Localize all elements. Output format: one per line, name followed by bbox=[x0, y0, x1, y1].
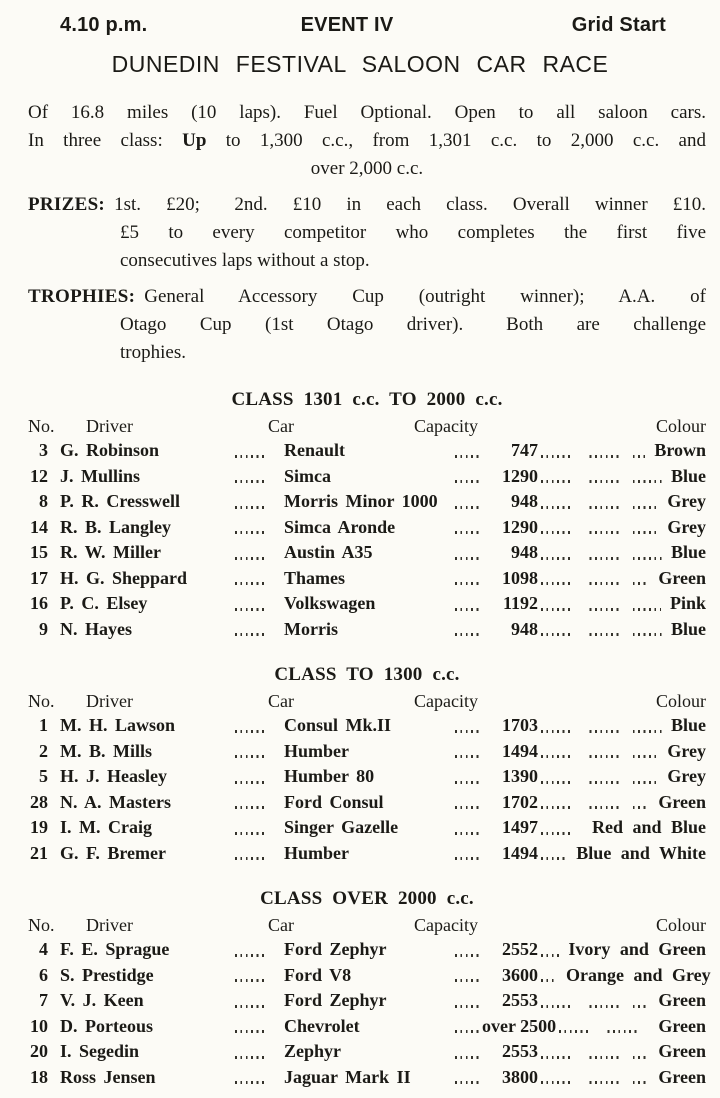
entry-driver: H. G. Sheppard bbox=[60, 567, 188, 588]
leader-dots bbox=[235, 1081, 281, 1084]
leader-dots bbox=[235, 806, 281, 809]
entry-no: 15 bbox=[30, 542, 48, 562]
col-header-capacity: Capacity bbox=[414, 915, 478, 935]
table-row bbox=[28, 515, 706, 541]
table-row bbox=[28, 617, 706, 643]
table-row bbox=[28, 764, 706, 790]
entry-colour: Blue bbox=[670, 618, 706, 639]
entry-car: Humber bbox=[284, 740, 349, 761]
entry-colour: Blue and White bbox=[576, 842, 706, 863]
entry-no: 21 bbox=[30, 842, 48, 863]
entry-driver: I. M. Craig bbox=[60, 817, 152, 837]
entry-colour: Ivory and Green bbox=[568, 939, 706, 959]
prizes-block bbox=[28, 191, 706, 275]
leader-dots bbox=[455, 857, 479, 860]
leader-dots bbox=[541, 730, 662, 733]
table-header bbox=[28, 689, 706, 713]
leader-dots bbox=[235, 608, 281, 611]
leader-dots bbox=[455, 608, 479, 611]
entry-driver: I. Segedin bbox=[60, 1041, 140, 1061]
entry-car: Simca bbox=[284, 465, 331, 486]
class-heading: CLASS 1301 c.c. TO 2000 c.c. bbox=[231, 389, 503, 410]
intro-line-2-post: to 1,300 c.c., from 1,301 c.c. to 2,000 c.c. and bbox=[206, 130, 706, 151]
class-heading: CLASS OVER 2000 c.c. bbox=[260, 888, 474, 909]
event-time: 4.10 p.m. bbox=[60, 14, 148, 36]
col-header-capacity: Capacity bbox=[414, 416, 478, 436]
table-row bbox=[28, 489, 706, 515]
table-row bbox=[28, 841, 706, 867]
leader-dots bbox=[455, 557, 479, 560]
leader-dots bbox=[541, 582, 649, 585]
page-title: DUNEDIN FESTIVAL SALOON CAR RACE bbox=[111, 51, 609, 77]
leader-dots bbox=[455, 506, 479, 509]
leader-dots bbox=[235, 633, 281, 636]
leader-dots bbox=[541, 633, 662, 636]
leader-dots bbox=[455, 979, 479, 982]
class-heading: CLASS TO 1300 c.c. bbox=[274, 664, 460, 685]
table-row bbox=[28, 815, 706, 841]
table-row bbox=[28, 464, 706, 490]
entry-no: 6 bbox=[39, 964, 48, 985]
entry-no: 2 bbox=[39, 740, 48, 761]
table-row bbox=[28, 937, 706, 963]
leader-dots bbox=[541, 455, 645, 458]
leader-dots bbox=[455, 633, 479, 636]
entry-no: 3 bbox=[39, 440, 48, 460]
entry-car: Chevrolet bbox=[284, 1015, 360, 1036]
entry-list bbox=[28, 937, 711, 1090]
entry-no: 20 bbox=[30, 1041, 48, 1061]
event-header bbox=[28, 14, 706, 37]
col-header-no: No. bbox=[28, 915, 55, 935]
col-header-car: Car bbox=[268, 416, 294, 436]
leader-dots bbox=[455, 480, 479, 483]
leader-dots bbox=[235, 480, 281, 483]
entry-driver: N. A. Masters bbox=[60, 791, 171, 812]
entry-colour: Green bbox=[658, 990, 706, 1010]
start-type: Grid Start bbox=[571, 14, 666, 36]
entry-colour: Red and Blue bbox=[591, 817, 706, 837]
entry-cap: 747 bbox=[511, 440, 538, 460]
leader-dots bbox=[235, 531, 281, 534]
trophies-block bbox=[28, 283, 706, 367]
table-header bbox=[28, 913, 706, 937]
leader-dots bbox=[235, 1030, 281, 1033]
leader-dots bbox=[541, 806, 649, 809]
entry-cap: 2553 bbox=[502, 990, 538, 1010]
entry-car: Morris bbox=[284, 618, 338, 639]
entry-colour: Grey bbox=[667, 766, 706, 786]
entry-no: 28 bbox=[30, 791, 48, 812]
entry-car: Jaguar Mark II bbox=[284, 1066, 411, 1087]
entry-colour: Green bbox=[658, 1041, 706, 1061]
intro-line-3: over 2,000 c.c. bbox=[310, 158, 424, 179]
leader-dots bbox=[235, 730, 281, 733]
col-header-driver: Driver bbox=[86, 416, 133, 436]
leader-dots bbox=[541, 755, 658, 758]
table-row bbox=[28, 438, 706, 464]
entry-driver: G. F. Bremer bbox=[60, 842, 166, 863]
leader-dots bbox=[455, 730, 479, 733]
entry-car: Ford Zephyr bbox=[284, 990, 387, 1010]
entry-driver: P. C. Elsey bbox=[60, 593, 148, 613]
entry-driver: J. Mullins bbox=[60, 465, 141, 486]
entry-no: 5 bbox=[39, 766, 48, 786]
entry-cap: over 2500 bbox=[482, 1015, 557, 1036]
leader-dots bbox=[455, 832, 479, 835]
table-row bbox=[28, 963, 711, 989]
entry-colour: Brown bbox=[654, 440, 706, 460]
leader-dots bbox=[541, 480, 662, 483]
entry-driver: S. Prestidge bbox=[60, 964, 154, 985]
spacer bbox=[526, 414, 656, 438]
entry-driver: N. Hayes bbox=[60, 618, 132, 639]
prizes-label: PRIZES: bbox=[28, 194, 106, 215]
entry-car: Ford Consul bbox=[284, 791, 384, 812]
entry-list bbox=[28, 438, 706, 642]
leader-dots bbox=[541, 1056, 649, 1059]
race-description bbox=[28, 99, 706, 183]
entry-car: Ford V8 bbox=[284, 964, 352, 985]
trophies-line-3: trophies. bbox=[120, 342, 186, 363]
entry-car: Renault bbox=[284, 440, 346, 460]
leader-dots bbox=[541, 506, 658, 509]
leader-dots bbox=[559, 1030, 649, 1033]
entry-colour: Green bbox=[658, 567, 706, 588]
entry-car: Consul Mk.II bbox=[284, 715, 392, 735]
entry-no: 14 bbox=[30, 516, 48, 537]
prizes-line-3: consecutives laps without a stop. bbox=[120, 250, 370, 271]
entry-no: 10 bbox=[30, 1015, 48, 1036]
entry-cap: 1703 bbox=[502, 715, 538, 735]
table-row bbox=[28, 739, 706, 765]
table-row bbox=[28, 591, 706, 617]
col-header-car: Car bbox=[268, 691, 294, 711]
leader-dots bbox=[541, 954, 559, 957]
prizes-line-2: £5 to every competitor who completes the first five bbox=[120, 222, 706, 243]
col-header-colour: Colour bbox=[655, 416, 706, 436]
table-row bbox=[28, 790, 706, 816]
entry-colour: Green bbox=[658, 1015, 706, 1036]
leader-dots bbox=[235, 832, 281, 835]
intro-line-2-bold: Up bbox=[182, 130, 207, 151]
leader-dots bbox=[541, 781, 658, 784]
leader-dots bbox=[541, 1081, 649, 1084]
table-row bbox=[28, 713, 706, 739]
leader-dots bbox=[541, 531, 658, 534]
col-header-colour: Colour bbox=[655, 691, 706, 711]
entry-car: Humber bbox=[284, 842, 349, 863]
entry-cap: 3600 bbox=[502, 964, 538, 985]
entry-cap: 1702 bbox=[502, 791, 538, 812]
class-section-1301-2000 bbox=[28, 389, 706, 642]
entry-colour: Blue bbox=[670, 715, 706, 735]
spacer bbox=[526, 689, 656, 713]
trophies-line-2: Otago Cup (1st Otago driver). Both are challenge bbox=[120, 314, 706, 335]
entry-cap: 1098 bbox=[502, 567, 538, 588]
leader-dots bbox=[455, 954, 479, 957]
table-row bbox=[28, 1039, 706, 1065]
leader-dots bbox=[235, 557, 281, 560]
entry-colour: Grey bbox=[667, 740, 706, 761]
entry-colour: Orange and Grey bbox=[566, 964, 711, 985]
entry-car: Austin A35 bbox=[284, 542, 373, 562]
entry-car: Zephyr bbox=[284, 1041, 342, 1061]
leader-dots bbox=[455, 455, 479, 458]
leader-dots bbox=[235, 582, 281, 585]
entry-car: Thames bbox=[284, 567, 346, 588]
entry-no: 7 bbox=[39, 990, 48, 1010]
entry-driver: F. E. Sprague bbox=[60, 939, 170, 959]
entry-colour: Pink bbox=[669, 593, 706, 613]
prizes-line-1 bbox=[28, 191, 706, 219]
leader-dots bbox=[235, 781, 281, 784]
leader-dots bbox=[541, 1005, 649, 1008]
table-row bbox=[28, 540, 706, 566]
leader-dots bbox=[235, 979, 281, 982]
entry-car: Ford Zephyr bbox=[284, 939, 387, 959]
entry-cap: 1497 bbox=[502, 817, 538, 837]
entry-driver: Ross Jensen bbox=[60, 1066, 156, 1087]
entry-cap: 948 bbox=[511, 618, 538, 639]
entry-list bbox=[28, 713, 706, 866]
col-header-capacity: Capacity bbox=[414, 691, 478, 711]
leader-dots bbox=[455, 806, 479, 809]
prizes-line-1-text: 1st. £20; 2nd. £10 in each class. Overall winner £10. bbox=[114, 194, 706, 215]
intro-line-2 bbox=[28, 127, 706, 155]
class-section-to-1300 bbox=[28, 664, 706, 866]
leader-dots bbox=[541, 832, 583, 835]
leader-dots bbox=[235, 1005, 281, 1008]
leader-dots bbox=[235, 506, 281, 509]
entry-cap: 948 bbox=[511, 491, 538, 511]
entry-no: 19 bbox=[30, 817, 48, 837]
trophies-line-1 bbox=[28, 283, 706, 311]
spacer bbox=[526, 913, 656, 937]
entry-colour: Grey bbox=[667, 516, 706, 537]
entry-driver: D. Porteous bbox=[60, 1015, 153, 1036]
entry-no: 8 bbox=[39, 491, 48, 511]
col-header-no: No. bbox=[28, 691, 55, 711]
entry-cap: 1390 bbox=[502, 766, 538, 786]
leader-dots bbox=[541, 857, 567, 860]
trophies-line-1-text: General Accessory Cup (outright winner); A.A. of bbox=[144, 286, 706, 307]
entry-driver: M. H. Lawson bbox=[60, 715, 176, 735]
entry-car: Humber 80 bbox=[284, 766, 375, 786]
entry-cap: 1494 bbox=[502, 842, 538, 863]
leader-dots bbox=[455, 582, 479, 585]
entry-colour: Blue bbox=[670, 542, 706, 562]
table-row bbox=[28, 988, 706, 1014]
table-header bbox=[28, 414, 706, 438]
leader-dots bbox=[235, 455, 281, 458]
entry-cap: 1290 bbox=[502, 516, 538, 537]
entry-no: 17 bbox=[30, 567, 48, 588]
entry-driver: R. W. Miller bbox=[60, 542, 161, 562]
entry-no: 16 bbox=[30, 593, 48, 613]
entry-no: 9 bbox=[39, 618, 48, 639]
entry-cap: 2553 bbox=[502, 1041, 538, 1061]
col-header-no: No. bbox=[28, 416, 55, 436]
event-number: EVENT IV bbox=[300, 14, 394, 36]
entry-driver: R. B. Langley bbox=[60, 516, 172, 537]
col-header-colour: Colour bbox=[655, 915, 706, 935]
entry-cap: 2552 bbox=[502, 939, 538, 959]
entry-driver: V. J. Keen bbox=[60, 990, 144, 1010]
table-row bbox=[28, 566, 706, 592]
col-header-car: Car bbox=[268, 915, 294, 935]
leader-dots bbox=[455, 1005, 479, 1008]
entry-cap: 1290 bbox=[502, 465, 538, 486]
entry-colour: Green bbox=[658, 791, 706, 812]
entry-no: 1 bbox=[39, 715, 48, 735]
leader-dots bbox=[455, 1056, 479, 1059]
entry-no: 12 bbox=[30, 465, 48, 486]
entry-no: 18 bbox=[30, 1066, 48, 1087]
entry-colour: Blue bbox=[670, 465, 706, 486]
leader-dots bbox=[455, 1030, 479, 1033]
entry-car: Volkswagen bbox=[284, 593, 376, 613]
entry-driver: H. J. Heasley bbox=[60, 766, 167, 786]
entry-colour: Grey bbox=[667, 491, 706, 511]
leader-dots bbox=[235, 954, 281, 957]
class-section-over-2000 bbox=[28, 888, 711, 1090]
entry-driver: G. Robinson bbox=[60, 440, 160, 460]
col-header-driver: Driver bbox=[86, 691, 133, 711]
entry-car: Singer Gazelle bbox=[284, 817, 399, 837]
entry-cap: 1494 bbox=[502, 740, 538, 761]
intro-line-1: Of 16.8 miles (10 laps). Fuel Optional. Open to all saloon cars. bbox=[28, 102, 706, 123]
trophies-label: TROPHIES: bbox=[28, 286, 136, 307]
entry-cap: 948 bbox=[511, 542, 538, 562]
leader-dots bbox=[235, 755, 281, 758]
leader-dots bbox=[541, 608, 661, 611]
leader-dots bbox=[455, 781, 479, 784]
leader-dots bbox=[541, 979, 557, 982]
entry-car: Simca Aronde bbox=[284, 516, 396, 537]
entry-colour: Green bbox=[658, 1066, 706, 1087]
leader-dots bbox=[541, 557, 662, 560]
leader-dots bbox=[235, 1056, 281, 1059]
table-row bbox=[28, 1065, 706, 1091]
leader-dots bbox=[455, 755, 479, 758]
entry-driver: M. B. Mills bbox=[60, 740, 152, 761]
entry-car: Morris Minor 1000 bbox=[284, 491, 438, 511]
leader-dots bbox=[455, 1081, 479, 1084]
entry-cap: 1192 bbox=[502, 593, 538, 613]
table-row bbox=[28, 1014, 706, 1040]
entry-cap: 3800 bbox=[502, 1066, 538, 1087]
col-header-driver: Driver bbox=[86, 915, 133, 935]
leader-dots bbox=[235, 857, 281, 860]
entry-driver: P. R. Cresswell bbox=[60, 491, 180, 511]
entry-no: 4 bbox=[39, 939, 48, 959]
intro-line-2-pre: In three class: bbox=[28, 130, 183, 151]
leader-dots bbox=[455, 531, 479, 534]
